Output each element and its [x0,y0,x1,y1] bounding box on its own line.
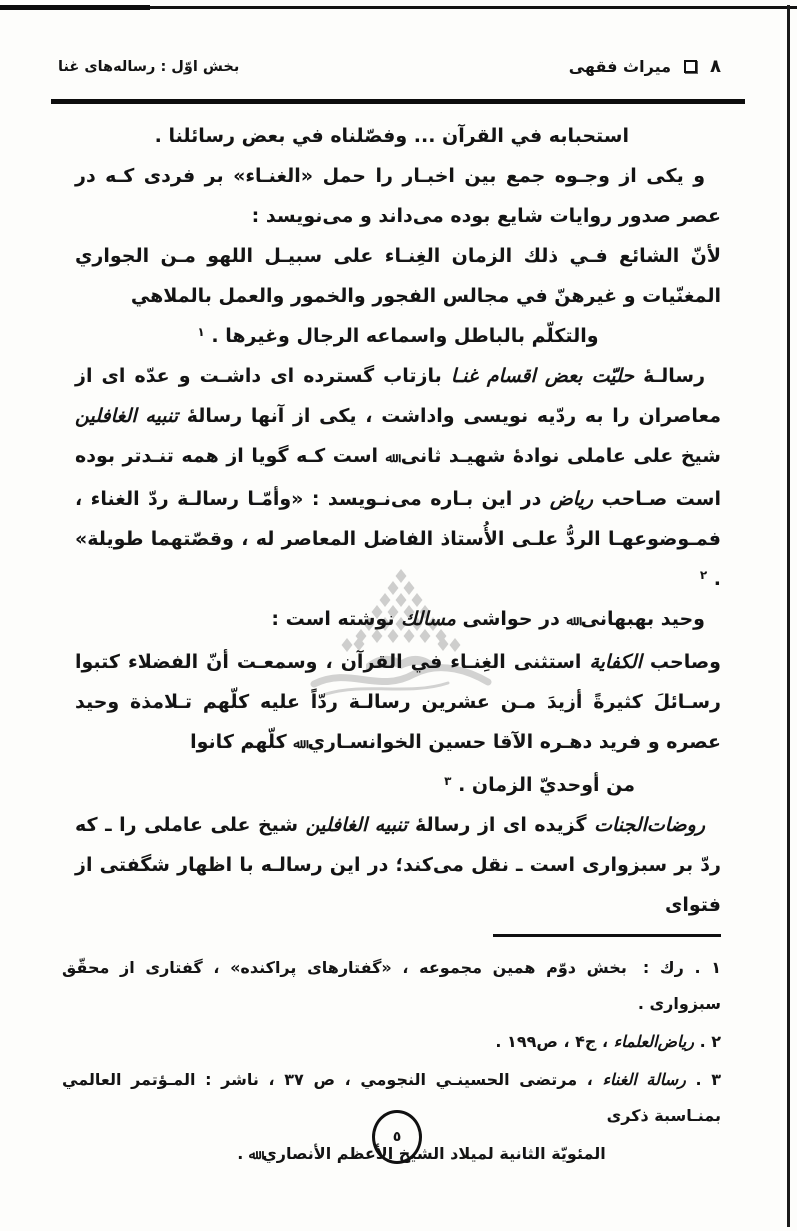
footnote-divider-rule [493,934,721,937]
chapter-title: بخش اوّل : رساله‌هاى غنا [58,58,240,75]
book-title-kifaya: الكفاية [589,651,642,673]
footnote-book-title: رسالة الغناء [602,1070,686,1089]
book-title-riyaz: رياض [549,488,594,510]
footnote-number: ١ . [694,958,721,977]
blockquote-shaye-lastline [75,316,721,356]
text-segment: است كـه گويا از همه تنـدتر بوده است صـاحب [75,445,721,510]
footnote-ref-2: ٢ [699,568,708,582]
text-segment: استحبابه في القرآن ... وفصّلناه في بعض رسائلنا . [154,125,629,147]
scan-edge-right [787,5,790,1227]
footnote-text: ، ج۴ ، ص١٩٩ . [495,1032,614,1051]
text-segment: رسالـهٔ [634,365,706,387]
header-divider-rule [51,99,745,104]
footnote-ref-3: ٣ [444,774,452,788]
footnote-number: ٣ . [695,1070,722,1089]
paragraph-resale-reception [75,356,721,599]
book-title: ميراث فقهى [568,57,671,76]
text-segment: بازتاب گسترده اى داشـت و عدّه اى از معاصران را به ردّيه نويسى واداشت ، يكى از آنها رسالهٔ [75,365,721,427]
footnote-text: ، مرتضى الحسينـي النجومي ، ص ٣٧ ، ناشر : المـؤتمر العالمي بمنـاسبة ذكرى [62,1070,721,1125]
text-segment: شيخ على عاملى را ـ كه ردّ بر سبزوارى است ـ نقل مى‌كند؛ در اين رسالـه با اظهار شگفتى از فتواى [75,814,721,916]
text-segment: من أوحديّ الزمان . [451,774,635,796]
text-segment: وحيد بهبهانى [574,608,705,630]
text-segment: لأنّ الشائع فـي ذلك الزمان الغِنـاء على سبيـل اللهو مـن الجواري المغنّيات و غيرهنّ في مجالس الفجور والخمور والعمل بالملاهي [75,245,721,307]
header-right-group [569,56,721,77]
page-header [58,56,721,77]
blockquote-kifaya-lastline [75,765,721,805]
page-number: ٨ [710,56,721,77]
honorific-icon: ﷲ [385,451,394,466]
treatise-title: تنبيه الغافلين [305,814,408,836]
footnote-number: ٢ . [699,1032,721,1051]
text-segment: وصاحب [641,651,721,673]
honorific-icon: ﷲ [566,614,575,629]
paragraph-vahid-behbahani [75,599,721,642]
footnote-text: بخش دوّم همين مجموعه ، «گفتارهاى پراكنده» ، گفتارى از محقّق سبزوارى . [62,958,721,1013]
blockquote-kifaya [75,642,721,765]
text-segment: شيخ على عاملى نوادهٔ شهيـد ثانى [393,445,721,467]
scan-edge-top-left [0,5,150,10]
text-segment: كلّهم كانوا [190,731,294,753]
footnote-text: . [237,1144,249,1163]
book-title-masalik: مسالك [401,608,456,630]
honorific-icon: ﷲ [248,1148,257,1163]
text-segment: در اين بـاره مى‌نـويسد : «وأمّـا رسالـة ردّ الغناء ، فمـوضوعهـا الردُّ علـى الأُستاذ الفاضل المعاصر له ، وقصّتهما طويلة» . [75,488,721,590]
footnote-ref-1: ١ [197,325,205,339]
footnote-1 [62,950,721,1022]
square-bullet-icon [684,60,697,73]
blockquote-shaye [75,236,721,316]
folio-number: ٥ [392,1129,402,1145]
paragraph-intro [75,156,721,236]
treatise-title: تنبيه الغافلين [75,405,179,427]
text-segment: و يكى از وجـوه جمع بين اخبـار را حمل «الغنـاء» بر فردى كـه در عصر صدور روايات شايع بوده مى‌داند و مى‌نويسد : [75,165,721,227]
footnote-2 [62,1024,721,1060]
text-segment: گزيده اى از رسالهٔ [407,814,595,836]
text-segment: در حواشى [455,608,567,630]
footnote-label: رك : [642,958,684,977]
footnote-text: المئويّة الثانية لميلاد الشيخ الأعظم الأنصاري [256,1144,606,1163]
book-title-rowzat: روضات‌الجنات [594,814,706,836]
treatise-title: حليّت بعض اقسام غنـا [450,365,635,387]
text-segment: والتكلّم بالباطل واسماعه الرجال وغيرها . [204,325,599,347]
text-segment: نوشته است : [271,608,402,630]
quote-continuation-line [75,116,721,156]
text-segment: استثنى الغِنـاء في القرآن ، وسمعـت أنّ الفضلاء كتبوا رسـائلَ كثيرةً أزيدَ مـن عشرين رسالـة ردّاً عليه كلّهم تـلامذة وحيد عصره و فريد دهـره الآقا حسين الخوانسـاري [75,651,721,753]
main-text-block [75,116,721,925]
folio-ornament-circle [372,1110,422,1164]
paragraph-rowzat [75,805,721,925]
footnote-book-title: رياض‌العلماء [613,1032,694,1051]
honorific-icon: ﷲ [293,737,301,752]
